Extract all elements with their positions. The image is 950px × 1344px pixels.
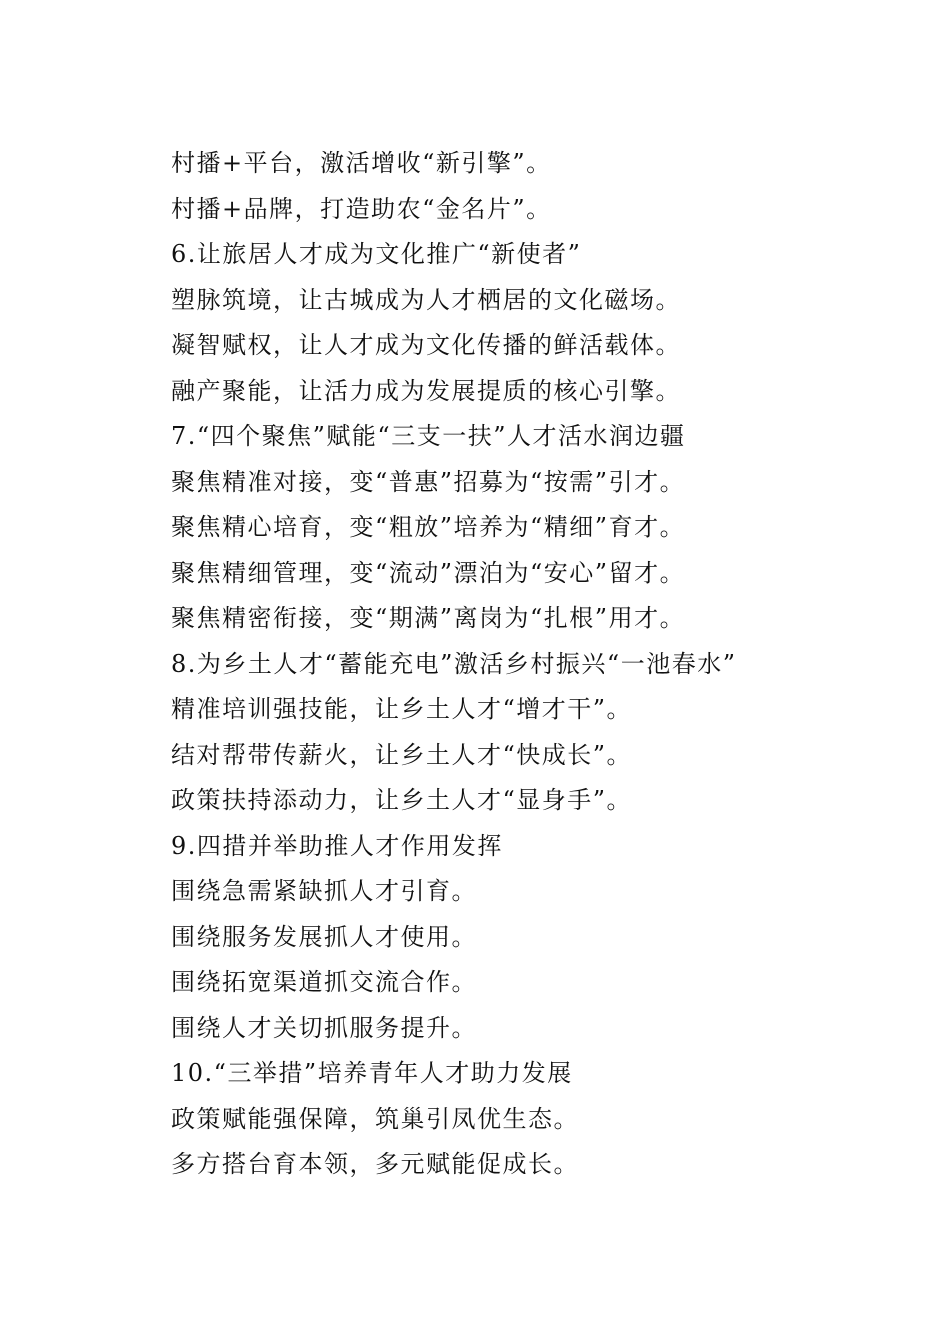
text-line: 精准培训强技能，让乡土人才“增才干”。: [171, 695, 633, 723]
text-line: 政策赋能强保障，筑巢引凤优生态。: [171, 1104, 579, 1133]
text-line: 围绕人才关切抓服务提升。: [171, 1013, 477, 1042]
text-line: 聚焦精心培育，变“粗放”培养为“精细”育才。: [171, 513, 686, 541]
text-line: 村播+品牌，打造助农“金名片”。: [171, 194, 552, 223]
text-line: 融产聚能，让活力成为发展提质的核心引擎。: [171, 376, 681, 405]
text-line: 村播+平台，激活增收“新引擎”。: [171, 149, 552, 177]
text-line: 聚焦精密衔接，变“期满”离岗为“扎根”用才。: [171, 604, 686, 632]
text-line: 聚焦精准对接，变“普惠”招募为“按需”引才。: [171, 467, 686, 496]
text-line: 政策扶持添动力，让乡土人才“显身手”。: [171, 786, 633, 814]
section-heading: 6.让旅居人才成为文化推广“新使者”: [171, 240, 582, 268]
section-heading: 10.“三举措”培养青年人才助力发展: [171, 1059, 573, 1087]
text-line: 围绕拓宽渠道抓交流合作。: [171, 968, 477, 996]
section-heading: 9.四措并举助推人才作用发挥: [171, 831, 503, 860]
text-line: 结对帮带传薪火，让乡土人才“快成长”。: [171, 740, 633, 769]
section-heading: 8.为乡土人才“蓄能充电”激活乡村振兴“一池春水”: [171, 649, 737, 678]
text-line: 塑脉筑境，让古城成为人才栖居的文化磁场。: [171, 285, 681, 314]
document-body: [171, 141, 891, 1188]
text-line: 多方搭台育本领，多元赋能促成长。: [171, 1150, 579, 1178]
text-line: 凝智赋权，让人才成为文化传播的鲜活载体。: [171, 331, 681, 359]
section-heading: 7.“四个聚焦”赋能“三支一扶”人才活水润边疆: [171, 422, 686, 450]
text-line: 围绕急需紧缺抓人才引育。: [171, 877, 477, 905]
text-line: 围绕服务发展抓人才使用。: [171, 922, 477, 951]
text-line: 聚焦精细管理，变“流动”漂泊为“安心”留才。: [171, 558, 686, 587]
